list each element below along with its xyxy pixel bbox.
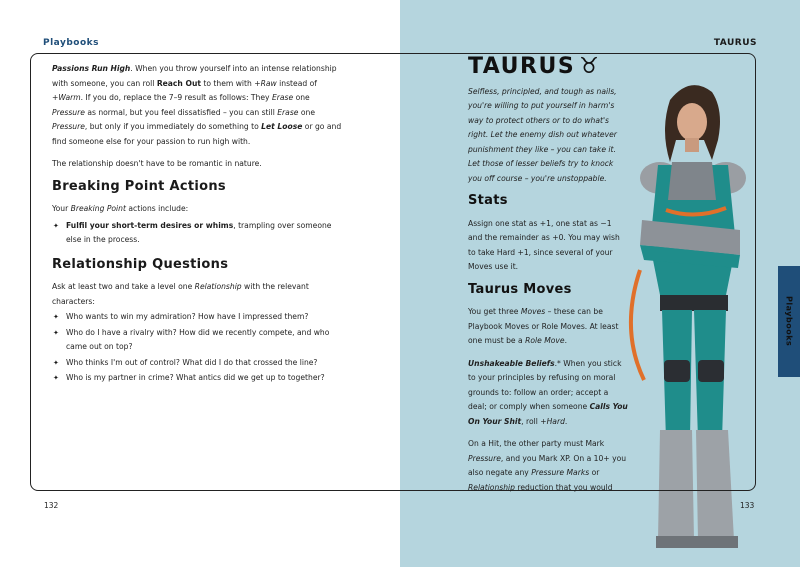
breaking-point-heading: Breaking Point Actions (52, 178, 226, 194)
left-column (52, 62, 342, 387)
running-header-right: TAURUS (713, 38, 757, 48)
relationship-questions-list (52, 310, 342, 386)
page-title: TAURUS ♉ (468, 54, 601, 79)
list-item: ✦ Who thinks I'm out of control? What did I do that crossed the line? (52, 356, 342, 371)
side-tab-label: Playbooks (784, 296, 794, 347)
stats-heading: Stats (468, 193, 508, 208)
taurus-moves-heading: Taurus Moves (468, 281, 572, 297)
page-number-right: 133 (740, 501, 755, 510)
on-a-hit-paragraph: On a Hit, the other party must Mark Pressure, and you Mark XP. On a 10+ you also negate any Pressure Marks or Relationship reduction that you would (468, 439, 627, 492)
unshakeable-beliefs-move: Unshakeable Beliefs.* When you stick to your principles by refusing on moral grounds to: follow an order; accept a deal; or comply when someone Calls You On Your Shit, roll +Hard. (468, 358, 628, 426)
list-item: ✦ Fulfil your short-term desires or whims, trampling over someone else in the process. (52, 219, 342, 248)
side-tab-playbooks (778, 266, 800, 377)
intro-paragraph: Selfless, principled, and tough as nails, you're willing to put yourself in harm's way to protect others or to do what's right. Let the enemy dish out whatever punishment they like – you can take it. Let those of lesser beliefs try to knock you off course – you're unstoppable. (468, 86, 617, 183)
page-number-left: 132 (44, 501, 59, 510)
relationship-note: The relationship doesn't have to be romantic in nature. (52, 159, 262, 168)
relationship-intro: Ask at least two and take a level one Relationship with the relevant characters: (52, 282, 309, 306)
stats-paragraph: Assign one stat as +1, one stat as −1 and the remainder as +0. You may wish to take Hard +1, since several of your Moves use it. (468, 218, 620, 271)
list-item: ✦ Who is my partner in crime? What antics did we get up to together? (52, 371, 342, 386)
moves-intro: You get three Moves – these can be Playbook Moves or Role Moves. At least one must be a Role Move. (468, 307, 619, 345)
running-header-left: Playbooks (43, 38, 99, 48)
relationship-questions-heading: Relationship Questions (52, 256, 229, 272)
list-item: ✦ Who wants to win my admiration? How have I impressed them? (52, 310, 342, 325)
list-item: ✦ Who do I have a rivalry with? How did we recently compete, and who came out on top? (52, 326, 342, 355)
taurus-sign-icon: ♉ (579, 54, 601, 79)
breaking-point-intro: Your Breaking Point actions include: (52, 204, 189, 213)
passions-run-high-paragraph: Passions Run High. When you throw yourself into an intense relationship with someone, you can roll Reach Out to them with +Raw instead of +Warm. If you do, replace the 7–9 result as follows: They Erase one Pressure as normal, but you feel dissatisfied – you can still Erase one Pressure, but only if you immediately do something to Let Loose or go and find someone else for your passion to run high with. (52, 64, 342, 146)
right-column (468, 54, 628, 503)
breaking-point-list (52, 219, 342, 248)
